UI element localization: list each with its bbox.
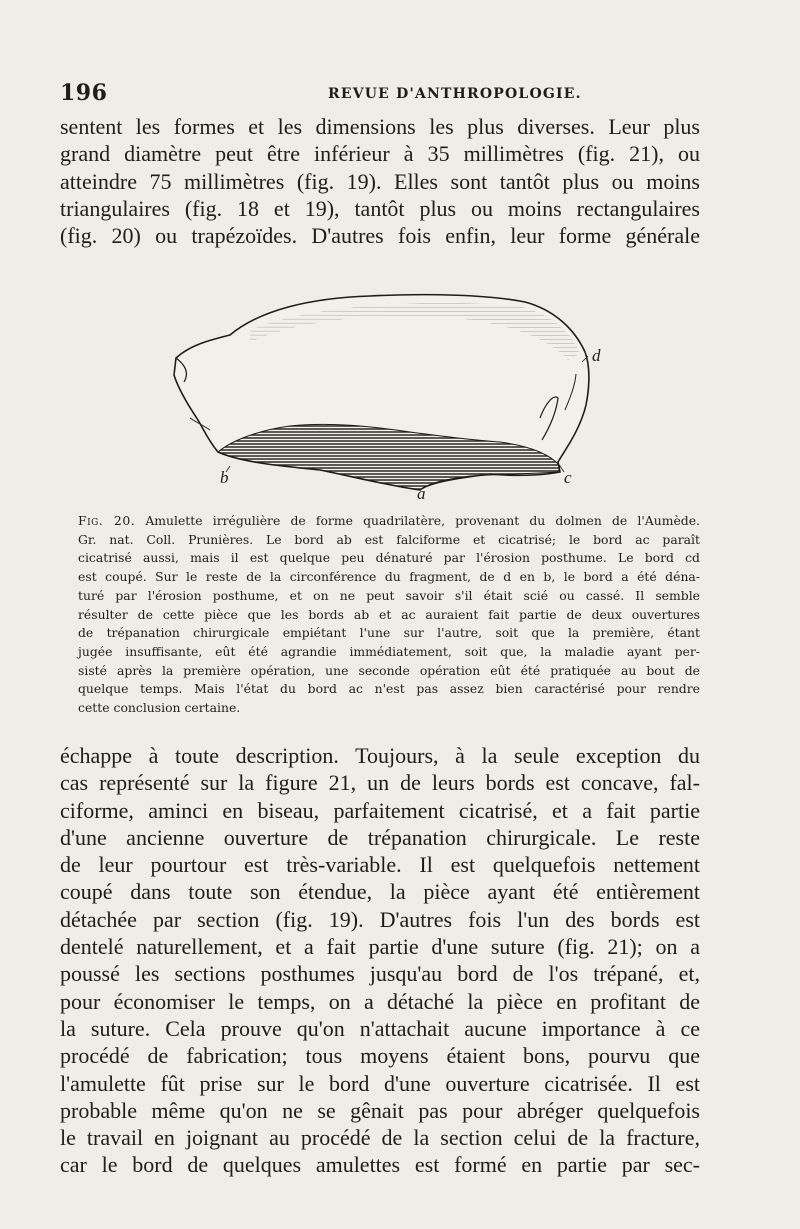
label-c: c [564, 468, 572, 487]
amulet-illustration [170, 290, 610, 505]
caption-line: sisté après la première opération, une seconde opération eût été pratiquée au bout de [78, 662, 700, 678]
caption-line: turé par l'érosion posthume, et on ne peut savoir s'il était scié ou cassé. Il semble [78, 587, 700, 603]
caption-line: jugée insuffisante, eût été agrandie immédiatement, soit que, la maladie ayant per- [78, 643, 700, 659]
caption-line: Gr. nat. Coll. Prunières. Le bord ab est falciforme et cicatrisé; le bord ac paraît [78, 531, 700, 547]
figure-number: Fig. 20. [78, 513, 136, 528]
text-line: probable même qu'on ne se gênait pas pour abréger quelquefois [60, 1097, 700, 1123]
text-line: le travail en joignant au procédé de la section celui de la fracture, [60, 1125, 700, 1151]
text-line: coupé dans toute son étendue, la pièce ayant été entièrement [60, 879, 700, 905]
figure-caption [78, 512, 700, 718]
text-line: ciforme, aminci en biseau, parfaitement cicatrisé, et a fait partie [60, 797, 700, 823]
running-title: REVUE D'ANTHROPOLOGIE. [328, 86, 582, 102]
text-line: (fig. 20) ou trapézoïdes. D'autres fois enfin, leur forme générale [60, 223, 700, 249]
text-line: échappe à toute description. Toujours, à la seule exception du [60, 743, 700, 768]
text-line: cas représenté sur la figure 21, un de leurs bords est concave, fal- [60, 770, 700, 796]
text-line: triangulaires (fig. 18 et 19), tantôt plus ou moins rectangulaires [60, 195, 700, 221]
amulet-engraving [170, 290, 610, 505]
text-line: dentelé naturellement, et a fait partie d'une suture (fig. 21); on a [60, 934, 700, 960]
caption-line [78, 512, 700, 531]
caption-text: Amulette irrégulière de forme quadrilatère, provenant du dolmen de l'Aumède. [145, 513, 700, 528]
text-line: l'amulette fût prise sur le bord d'une ouverture cicatrisée. Il est [60, 1070, 700, 1096]
label-b: b [220, 468, 229, 487]
text-line: atteindre 75 millimètres (fig. 19). Elles sont tantôt plus ou moins [60, 168, 700, 194]
text-line: procédé de fabrication; tous moyens étaient bons, pourvu que [60, 1043, 700, 1069]
caption-line: est coupé. Sur le reste de la circonférence du fragment, de d en b, le bord a été déna- [78, 569, 700, 585]
page-number: 196 [60, 80, 108, 106]
text-line: grand diamètre peut être inférieur à 35 millimètres (fig. 21), ou [60, 141, 700, 167]
caption-line: cette conclusion certaine. [78, 700, 241, 716]
paragraph-bottom [60, 742, 700, 1179]
page-header [60, 80, 705, 110]
text-line: car le bord de quelques amulettes est formé en partie par sec- [60, 1152, 700, 1178]
caption-line: de trépanation chirurgicale empiétant l'une sur l'autre, soit que la première, étant [78, 625, 700, 641]
caption-line: résulter de cette pièce que les bords ab et ac auraient fait partie de deux ouvertures [78, 606, 700, 622]
text-line: pour économiser le temps, on a détaché la pièce en profitant de [60, 988, 700, 1014]
text-line: poussé les sections posthumes jusqu'au bord de l'os trépané, et, [60, 961, 700, 987]
label-a: a [417, 484, 426, 503]
paragraph-top [60, 113, 700, 249]
text-line: détachée par section (fig. 19). D'autres fois l'un des bords est [60, 906, 700, 932]
label-d: d [592, 346, 601, 365]
text-line: d'une ancienne ouverture de trépanation chirurgicale. Le reste [60, 824, 700, 850]
text-line: sentent les formes et les dimensions les plus diverses. Leur plus [60, 114, 700, 139]
text-line: la suture. Cela prouve qu'on n'attachait aucune importance à ce [60, 1015, 700, 1041]
caption-line: cicatrisé aussi, mais il est quelque peu dénaturé par l'érosion posthume. Le bord cd [78, 550, 700, 566]
text-line: de leur pourtour est très-variable. Il est quelquefois nettement [60, 852, 700, 878]
caption-line: quelque temps. Mais l'état du bord ac n'est pas assez bien caractérisé pour rendre [78, 681, 700, 697]
